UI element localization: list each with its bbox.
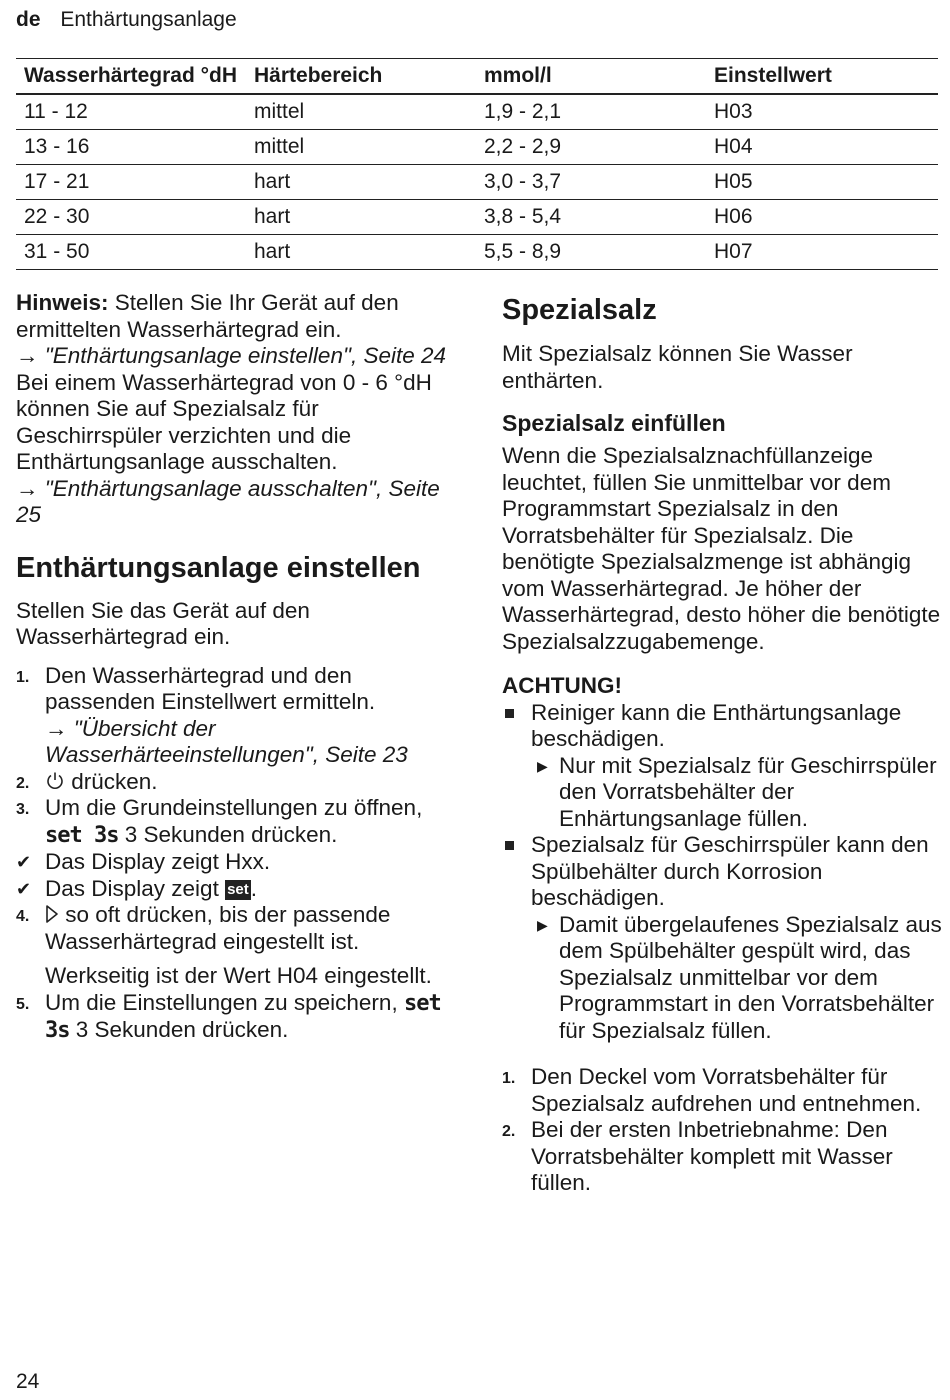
step-text: Den Deckel vom Vorratsbehälter für Spezialsalz aufdrehen und entnehmen. [531, 1064, 922, 1116]
step-text: Um die Einstellungen zu speichern, [45, 989, 404, 1015]
step-number: 5. [16, 995, 30, 1013]
bullet-square-icon [505, 841, 514, 850]
list-item [502, 700, 942, 833]
body-paragraph: Wenn die Spezialsalznachfüllanzeige leuchtet, füllen Sie unmittelbar vor dem Programmstart Spezialsalz in den Vorratsbehälter für Spezialsalz. Die benötigte Spezialsalzmenge ist abhängig vom Wasserhärtegrad. Je höher der Wasserhärtegrad, desto höher die benötigte Spezialsalzzugabemenge. [502, 443, 941, 654]
list-item [16, 990, 461, 1045]
list-item [16, 849, 461, 876]
note-label: Hinweis: [16, 290, 109, 315]
table-cell: 1,9 - 2,1 [476, 94, 706, 130]
section-heading: Enthärtungsanlage einstellen [16, 551, 421, 584]
warning-text: Spezialsalz für Geschirrspüler kann den Spülbehälter durch Korrosion beschädigen. [531, 832, 929, 910]
bullet-square-icon [505, 709, 514, 718]
table-row [16, 130, 938, 165]
checkmark-icon: ✔ [16, 852, 32, 872]
step-text: Um die Grundeinstellungen zu öffnen, [45, 795, 423, 820]
table-cell: hart [246, 235, 476, 270]
table-cell: 5,5 - 8,9 [476, 235, 706, 270]
table-cell: H05 [706, 165, 938, 200]
sub-list [531, 912, 942, 1045]
power-icon [45, 771, 65, 791]
step-text: 3 Sekunden drücken. [118, 821, 338, 847]
table-row [16, 235, 938, 270]
cross-reference-link[interactable]: → "Übersicht der Wasserhärteeinstellungen", Seite 23 [45, 715, 408, 767]
column-header: Wasserhärtegrad °dH [16, 59, 246, 95]
note-paragraph [16, 290, 461, 343]
table-cell: 17 - 21 [16, 165, 246, 200]
remedy-text: Damit übergelaufenes Spezialsalz aus dem Spülbehälter gespült wird, das Spezialsalz unmittelbar vor dem Programmstart in den Vorratsbehälter für Spezialsalz füllen. [559, 911, 942, 1043]
list-item [531, 753, 942, 833]
table-cell: H04 [706, 130, 938, 165]
step-number: 1. [502, 1070, 516, 1087]
table-row [16, 165, 938, 200]
table-cell: H06 [706, 200, 938, 235]
table-cell: hart [246, 165, 476, 200]
table-cell: hart [246, 200, 476, 235]
list-item [16, 876, 461, 903]
step-text: 3 Sekunden drücken. [69, 1017, 289, 1042]
note-text: Stellen Sie Ihr Gerät auf den ermittelten Wasserhärtegrad ein. [16, 290, 399, 342]
table-cell: H07 [706, 235, 938, 270]
warning-label: ACHTUNG! [502, 673, 622, 698]
list-item [531, 912, 942, 1045]
triangle-bullet-icon: ▶ [537, 916, 548, 933]
step-text: so oft drücken, bis der passende Wasserhärtegrad eingestellt ist. [45, 902, 391, 954]
column-header: Härtebereich [246, 59, 476, 95]
step-text: Bei der ersten Inbetriebnahme: Den Vorratsbehälter komplett mit Wasser füllen. [531, 1117, 893, 1195]
list-item [16, 795, 461, 849]
set-3s-key: set 3s [45, 990, 441, 1043]
instruction-list [502, 1064, 942, 1197]
result-text: . [250, 875, 258, 901]
water-hardness-table [16, 58, 938, 270]
table-cell: 3,8 - 5,4 [476, 200, 706, 235]
step-text: drücken. [65, 768, 158, 794]
section-title: Enthärtungsanlage [60, 8, 237, 31]
warning-list [502, 700, 942, 1045]
step-number: 2. [16, 774, 30, 792]
list-item [16, 769, 461, 796]
step-number: 4. [16, 908, 30, 925]
result-text: Das Display zeigt Hxx. [45, 849, 271, 874]
table-cell: 22 - 30 [16, 200, 246, 235]
step-text: Den Wasserhärtegrad und den passenden Einstellwert ermitteln. [45, 662, 376, 714]
next-arrow-icon [45, 904, 59, 924]
table-row [16, 200, 938, 235]
list-item [16, 902, 461, 990]
table-cell: 11 - 12 [16, 94, 246, 130]
instruction-list [16, 902, 461, 1045]
table-cell: mittel [246, 94, 476, 130]
language-code: de [16, 8, 41, 31]
list-item [502, 1064, 942, 1117]
remedy-text: Nur mit Spezialsalz für Geschirrspüler den Vorratsbehälter der Enhärtungsanlage füllen. [559, 752, 937, 831]
warning-text: Reiniger kann die Enthärtungsanlage beschädigen. [531, 699, 902, 751]
set-3s-key: set 3s [45, 822, 119, 848]
page-number: 24 [16, 1370, 40, 1393]
left-column [16, 290, 461, 1045]
step-note: Werkseitig ist der Wert H04 eingestellt. [45, 963, 432, 988]
right-column [502, 293, 942, 1197]
table-cell: 13 - 16 [16, 130, 246, 165]
table-cell: 3,0 - 3,7 [476, 165, 706, 200]
list-item [502, 1117, 942, 1197]
set-display-badge: set [227, 880, 249, 898]
column-header: mmol/l [476, 59, 706, 95]
table-cell: 2,2 - 2,9 [476, 130, 706, 165]
result-list [16, 849, 461, 902]
triangle-bullet-icon: ▶ [537, 757, 548, 774]
step-number: 2. [502, 1123, 516, 1140]
step-number: 3. [16, 801, 30, 818]
checkmark-icon: ✔ [16, 878, 32, 899]
table-header-row [16, 59, 938, 95]
table-cell: mittel [246, 130, 476, 165]
table-cell: 31 - 50 [16, 235, 246, 270]
list-item [16, 663, 461, 769]
section-heading: Spezialsalz [502, 294, 657, 326]
list-item [502, 832, 942, 1044]
body-paragraph: Bei einem Wasserhärtegrad von 0 - 6 °dH können Sie auf Spezialsalz für Geschirrspüler verzichten und die Enthärtungsanlage ausschalten. [16, 369, 432, 474]
page-header [16, 8, 237, 32]
table-cell: H03 [706, 94, 938, 130]
sub-list [531, 753, 942, 833]
cross-reference-link[interactable]: → "Enthärtungsanlage ausschalten", Seite 25 [16, 475, 440, 527]
intro-paragraph: Mit Spezialsalz können Sie Wasser enthärten. [502, 341, 853, 393]
table-row [16, 94, 938, 130]
subsection-heading: Spezialsalz einfüllen [502, 410, 726, 436]
cross-reference-link[interactable]: → "Enthärtungsanlage einstellen", Seite 24 [16, 343, 447, 368]
result-text: Das Display zeigt [45, 875, 226, 901]
intro-paragraph: Stellen Sie das Gerät auf den Wasserhärtegrad ein. [16, 597, 310, 649]
step-number: 1. [16, 668, 30, 686]
column-header: Einstellwert [706, 59, 938, 95]
instruction-list [16, 663, 461, 850]
